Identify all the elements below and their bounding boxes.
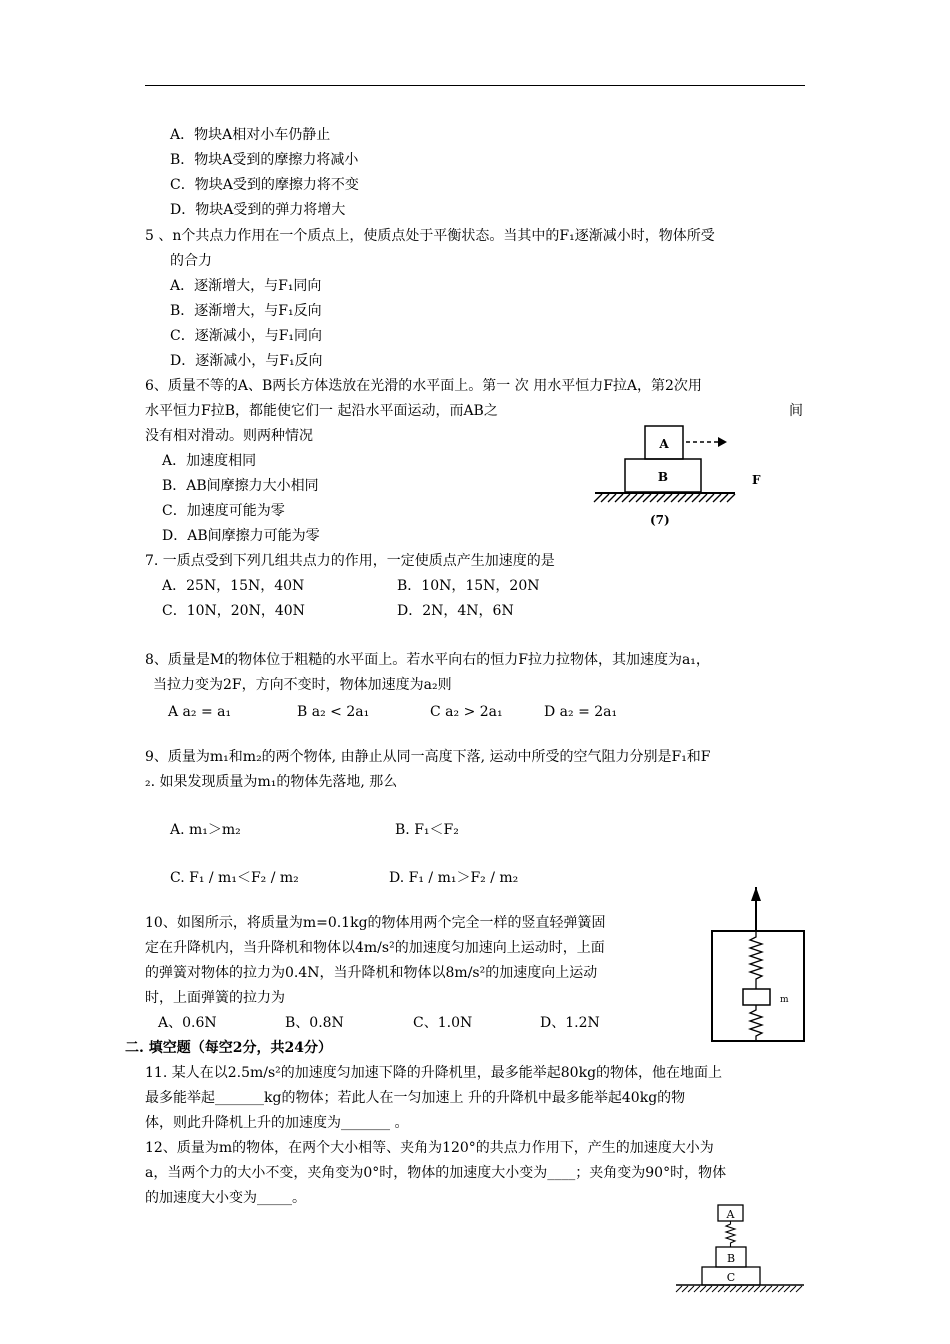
- hatch-stroke: [650, 494, 658, 502]
- q9-option-c: C. F₁ / m₁＜F₂ / m₂: [170, 870, 299, 886]
- hatch-stroke: [706, 1286, 712, 1292]
- q10-option-c: C、1.0N: [413, 1015, 473, 1031]
- hatch-stroke: [682, 1286, 688, 1292]
- hatch-stroke: [678, 494, 686, 502]
- q4-option-b: B．物块A受到的摩擦力将减小: [170, 152, 359, 168]
- hatch-stroke: [706, 494, 714, 502]
- header-rule: [145, 85, 805, 86]
- q5-option-d: D．逐渐减小，与F₁反向: [170, 353, 323, 369]
- q6-option-d: D．AB间摩擦力可能为零: [162, 528, 320, 544]
- section-2-title: 二. 填空题（每空2分，共24分）: [125, 1040, 332, 1056]
- hatch-stroke: [778, 1286, 784, 1292]
- hatch-stroke: [713, 494, 721, 502]
- q12-line1: 12、质量为m的物体，在两个大小相等、夹角为120°的共点力作用下，产生的加速度大小为: [145, 1140, 714, 1156]
- mass-block: [743, 989, 770, 1005]
- q7-stem: 7. 一质点受到下列几组共点力的作用，一定使质点产生加速度的是: [145, 553, 555, 569]
- q7-option-a: A．25N，15N，40N: [162, 578, 305, 594]
- q7-option-c: C．10N，20N，40N: [162, 603, 305, 619]
- q5-stem-line1: 5 、n个共点力作用在一个质点上，使质点处于平衡状态。当其中的F₁逐渐减小时，物体所受: [145, 228, 715, 244]
- q10-stem-line1: 10、如图所示，将质量为m=0.1kg的物体用两个完全一样的竖直轻弹簧固: [145, 915, 606, 931]
- block-b-label: B: [657, 470, 669, 484]
- q9-option-d: D. F₁ / m₁＞F₂ / m₂: [389, 870, 519, 886]
- q8-option-a: A a₂ = a₁: [168, 704, 232, 720]
- hatch-stroke: [724, 1286, 730, 1292]
- hatch-stroke: [712, 1286, 718, 1292]
- hatch-stroke: [727, 494, 735, 502]
- q5-option-a: A．逐渐增大，与F₁同向: [170, 278, 322, 294]
- q9-stem-line2: ₂. 如果发现质量为m₁的物体先落地, 那么: [145, 774, 398, 790]
- figure-caption: (7): [650, 513, 670, 527]
- block-a-label: A: [726, 1208, 735, 1221]
- hatch-stroke: [643, 494, 651, 502]
- hatch-stroke: [760, 1286, 766, 1292]
- hatch-stroke: [718, 1286, 724, 1292]
- hatch-stroke: [692, 494, 700, 502]
- q4-option-d: D．物块A受到的弹力将增大: [170, 202, 346, 218]
- mass-label: m: [780, 995, 789, 1005]
- hatch-stroke: [615, 494, 623, 502]
- ground-hatching: [594, 494, 735, 502]
- block-b-label: B: [726, 1252, 736, 1265]
- upper-spring: [750, 931, 762, 989]
- q11-line1: 11. 某人在以2.5m/s²的加速度匀加速下降的升降机里，最多能举起80kg的物体，他在地面上: [145, 1065, 723, 1081]
- q5-stem-line2: 的合力: [170, 253, 212, 269]
- q7-option-d: D．2N，4N，6N: [397, 603, 514, 619]
- block-c-label: C: [726, 1271, 736, 1284]
- force-label: F: [752, 473, 761, 487]
- hatch-stroke: [636, 494, 644, 502]
- q6-blocks-figure: [590, 420, 780, 535]
- hatch-stroke: [742, 1286, 748, 1292]
- q5-option-c: C．逐渐减小，与F₁同向: [170, 328, 323, 344]
- q12-line3: 的加速度大小变为_____。: [145, 1190, 306, 1206]
- q6-stem-line1: 6、质量不等的A、B两长方体迭放在光滑的水平面上。第一 次 用水平恒力F拉A，第2次用: [145, 378, 702, 394]
- q9-option-b: B. F₁＜F₂: [395, 822, 459, 838]
- hatch-stroke: [629, 494, 637, 502]
- q10-option-b: B、0.8N: [285, 1015, 344, 1031]
- hatch-stroke: [796, 1286, 802, 1292]
- block-a-label: A: [659, 437, 669, 451]
- q6-stem-line2-end: 间: [789, 403, 803, 419]
- q12-line2: a，当两个力的大小不变，夹角变为0°时，物体的加速度大小变为____；夹角变为90°时，物体: [145, 1165, 727, 1181]
- hatch-stroke: [657, 494, 665, 502]
- q10-stem-line3: 的弹簧对物体的拉力为0.4N，当升降机和物体以8m/s²的加速度向上运动: [145, 965, 598, 981]
- spring-a-b: [726, 1221, 735, 1247]
- q5-option-b: B．逐渐增大，与F₁反向: [170, 303, 322, 319]
- hatch-stroke: [736, 1286, 742, 1292]
- hatch-stroke: [601, 494, 609, 502]
- hatch-stroke: [671, 494, 679, 502]
- q6-option-c: C．加速度可能为零: [162, 503, 285, 519]
- hatch-stroke: [720, 494, 728, 502]
- q6-option-a: A．加速度相同: [162, 453, 257, 469]
- q10-stem-line4: 时，上面弹簧的拉力为: [145, 990, 285, 1006]
- hatch-stroke: [772, 1286, 778, 1292]
- q7-option-b: B．10N，15N，20N: [397, 578, 540, 594]
- abc-blocks-figure: [670, 1200, 810, 1296]
- hatch-stroke: [676, 1286, 682, 1292]
- ground-hatching: [676, 1286, 802, 1292]
- hatch-stroke: [790, 1286, 796, 1292]
- hatch-stroke: [685, 494, 693, 502]
- hatch-stroke: [622, 494, 630, 502]
- q4-option-a: A．物块A相对小车仍静止: [170, 127, 331, 143]
- q8-stem-line2: 当拉力变为2F，方向不变时，物体加速度为a₂则: [153, 677, 452, 693]
- hatch-stroke: [594, 494, 602, 502]
- q9-stem-line1: 9、质量为m₁和m₂的两个物体, 由静止从同一高度下落, 运动中所受的空气阻力分别是F₁和F: [145, 749, 711, 765]
- q10-elevator-figure: [708, 883, 808, 1045]
- q8-option-c: C a₂ > 2a₁: [430, 704, 503, 720]
- hatch-stroke: [700, 1286, 706, 1292]
- elevator-box: [712, 931, 804, 1041]
- q8-stem-line1: 8、质量是M的物体位于粗糙的水平面上。若水平向右的恒力F拉力拉物体，其加速度为a₁，: [145, 652, 710, 668]
- hatch-stroke: [748, 1286, 754, 1292]
- q11-line3: 体，则此升降机上升的加速度为_______ 。: [145, 1115, 409, 1131]
- acceleration-arrowhead: [751, 887, 761, 901]
- q9-option-a: A. m₁＞m₂: [170, 822, 241, 838]
- hatch-stroke: [688, 1286, 694, 1292]
- q4-option-c: C．物块A受到的摩擦力将不变: [170, 177, 359, 193]
- hatch-stroke: [730, 1286, 736, 1292]
- hatch-stroke: [664, 494, 672, 502]
- q6-stem-line2: 水平恒力F拉B，都能使它们一 起沿水平面运动，而AB之: [145, 403, 498, 419]
- q8-option-b: B a₂ < 2a₁: [297, 704, 370, 720]
- hatch-stroke: [766, 1286, 772, 1292]
- hatch-stroke: [784, 1286, 790, 1292]
- hatch-stroke: [754, 1286, 760, 1292]
- q11-line2: 最多能举起_______kg的物体；若此人在一匀加速上 升的升降机中最多能举起40kg的物: [145, 1090, 686, 1106]
- q10-option-d: D、1.2N: [540, 1015, 600, 1031]
- q8-option-d: D a₂ = 2a₁: [544, 704, 618, 720]
- q6-stem-line3: 没有相对滑动。则两种情况: [145, 428, 313, 444]
- q10-stem-line2: 定在升降机内，当升降机和物体以4m/s²的加速度匀加速向上运动时，上面: [145, 940, 605, 956]
- hatch-stroke: [608, 494, 616, 502]
- hatch-stroke: [699, 494, 707, 502]
- q10-option-a: A、0.6N: [158, 1015, 217, 1031]
- hatch-stroke: [694, 1286, 700, 1292]
- lower-spring: [750, 1005, 762, 1041]
- force-arrowhead: [718, 437, 727, 447]
- q6-option-b: B．AB间摩擦力大小相同: [162, 478, 319, 494]
